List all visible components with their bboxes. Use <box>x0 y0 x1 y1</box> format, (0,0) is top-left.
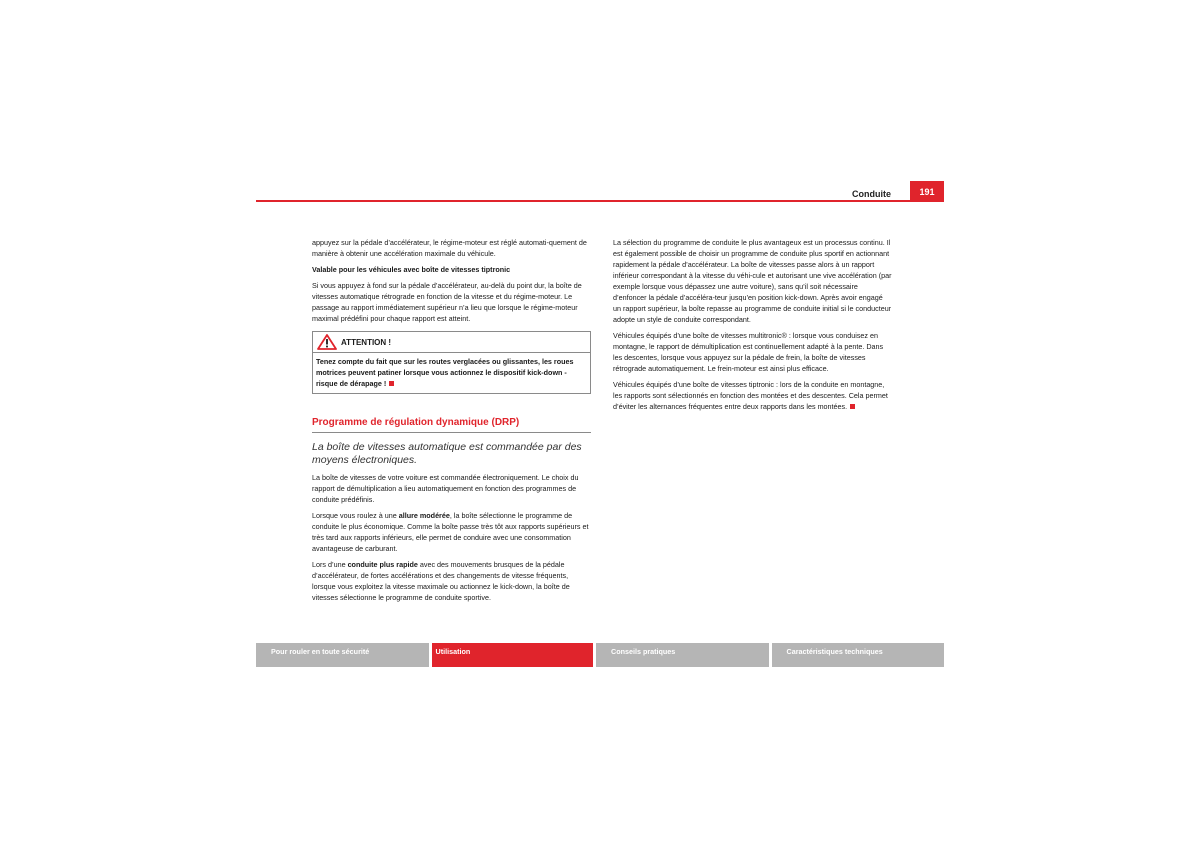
attention-body <box>313 353 590 393</box>
tiptronic-subheading: Valable pour les véhicules avec boîte de vitesses tiptronic <box>312 265 511 274</box>
paragraph-tiptronic-mountain <box>613 379 892 412</box>
tiptronic-mountain-text: Véhicules équipés d’une boîte de vitesses tiptronic : lors de la conduite en montagne, les rapports sont sélectionnés en fonction des montées et des descentes. Cela permet d’éviter les alternances fréquentes entre deux rapports dans les montées. <box>613 380 888 411</box>
drp-heading: Programme de régulation dynamique (DRP) <box>312 416 591 433</box>
attention-box <box>312 331 591 394</box>
end-of-section-square-icon <box>850 404 855 409</box>
attention-header <box>313 332 590 353</box>
faster-driving-post: avec des mouvements brusques de la pédale d’accélérateur, de fortes accélérations et des changements de vitesse fréquents, lorsque vous exploitez la vitesse maximale ou actionnez le kick-down, la boîte de vitesses sélectionne le programme de conduite sportive. <box>312 560 570 602</box>
attention-title: ATTENTION ! <box>341 337 392 347</box>
paragraph-multitronic: Véhicules équipés d’une boîte de vitesses multitronic® : lorsque vous conduisez en montagne, le rapport de démultiplication est continuellement adapté à la pente. Dans les descentes, lorsque vous appuyez sur la pédale de frein, la boîte de vitesses rétrograde automatiquement. Le frein-moteur est ainsi plus efficace. <box>613 331 884 373</box>
paragraph-faster-driving <box>312 559 591 603</box>
attention-text: Tenez compte du fait que sur les routes verglacées ou glissantes, les roues motrices peuvent patiner lorsque vous actionnez le dispositif kick-down - risque de dérapage ! <box>316 357 574 388</box>
header-rule <box>256 200 944 202</box>
footer-navigation <box>256 643 944 667</box>
tab-technical-specs[interactable]: Caractéristiques techniques <box>772 643 945 667</box>
drp-intro: La boîte de vitesses automatique est commandée par des moyens électroniques. <box>312 441 582 466</box>
end-of-section-square-icon <box>389 381 394 386</box>
warning-triangle-icon <box>317 334 337 350</box>
tab-operation[interactable]: Utilisation <box>432 643 594 667</box>
moderate-pace-pre: Lorsque vous roulez à une <box>312 511 399 520</box>
paragraph-kickdown: Si vous appuyez à fond sur la pédale d’accélérateur, au-delà du point dur, la boîte de vitesses automatique rétrograde en fonction de la vitesse et du régime-moteur. Le passage au rapport immédiatement supérieur n’a lieu que lorsque le régime-moteur maximal prédéfini pour chaque rapport est atteint. <box>312 281 582 323</box>
moderate-pace-bold: allure modérée <box>398 511 450 520</box>
tab-practical-tips[interactable]: Conseils pratiques <box>596 643 769 667</box>
left-column <box>312 237 591 608</box>
faster-driving-pre: Lors d’une <box>312 560 348 569</box>
tab-safety[interactable]: Pour rouler en toute sécurité <box>256 643 429 667</box>
paragraph-intro-continuation: appuyez sur la pédale d’accélérateur, le régime-moteur est réglé automati-quement de manière à obtenir une accélération maximale du véhicule. <box>312 238 587 258</box>
paragraph-electronic-control: La boîte de vitesses de votre voiture est commandée électroniquement. Le choix du rapport de démultiplication a lieu automatiquement en fonction des programmes de conduite prédéfinis. <box>312 473 579 504</box>
paragraph-moderate-pace <box>312 510 591 554</box>
moderate-pace-post: , la boîte sélectionne le programme de conduite le plus économique. Comme la boîte passe très tôt aux rapports supérieurs et très tard aux rapports inférieurs, elle permet de conduire avec une consommation avantageuse de carburant. <box>312 511 589 553</box>
faster-driving-bold: conduite plus rapide <box>347 560 418 569</box>
page-number: 191 <box>910 181 944 201</box>
paragraph-program-selection: La sélection du programme de conduite le plus avantageux est un processus continu. Il est également possible de choisir un programme de conduite plus sportif en actionnant rapidement la pédale d’accélérateur. La boîte de vitesses passe alors à un rapport inférieur correspondant à la vitesse du véhi-cule et autorisant une vive accélération (par exemple lorsque vous dépassez une autre voiture), sans qu’il soit nécessaire d’enfoncer la pédale d’accéléra-teur jusqu’en position kick-down. Après avoir engagé un rapport supérieur, la boîte repasse au programme de conduite initial si le conducteur adopte un style de conduite correspondant. <box>613 238 892 324</box>
right-column <box>613 237 892 417</box>
section-title: Conduite <box>852 189 891 199</box>
